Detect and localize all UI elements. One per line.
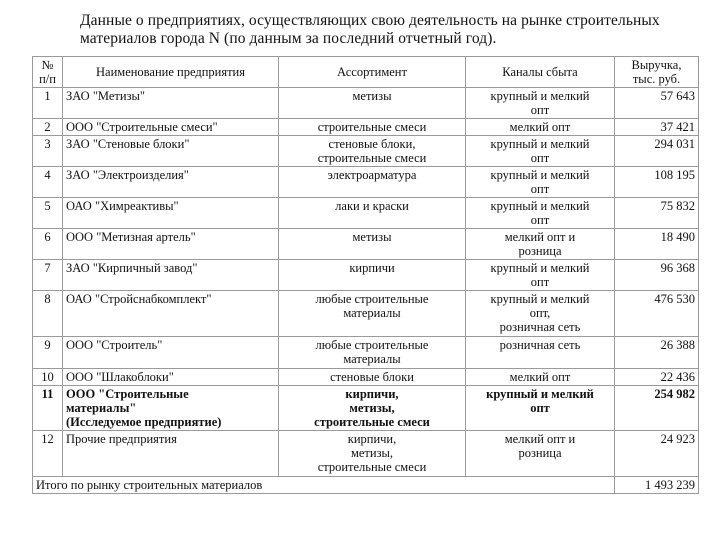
assortment — [279, 337, 466, 369]
total-row — [33, 477, 699, 494]
table-row — [33, 229, 699, 260]
sales-channels — [466, 198, 615, 229]
sales-channels-line: опт — [530, 213, 550, 227]
table-row — [33, 386, 699, 431]
revenue: 26 388 — [615, 337, 699, 369]
sales-channels-line: мелкий опт — [509, 120, 571, 134]
sales-channels — [466, 291, 615, 337]
assortment-line: строительные смеси — [317, 120, 427, 134]
sales-channels — [466, 229, 615, 260]
table-row — [33, 88, 699, 119]
sales-channels — [466, 386, 615, 431]
assortment-line: лаки и краски — [335, 199, 409, 213]
assortment-line: метизы — [352, 89, 392, 103]
assortment — [279, 229, 466, 260]
row-number: 12 — [33, 431, 63, 477]
sales-channels — [466, 88, 615, 119]
enterprise-name — [63, 88, 279, 119]
table-row — [33, 136, 699, 167]
revenue: 18 490 — [615, 229, 699, 260]
sales-channels-line: розница — [518, 244, 562, 258]
table-header-row — [33, 57, 699, 88]
revenue: 294 031 — [615, 136, 699, 167]
revenue: 75 832 — [615, 198, 699, 229]
enterprise-name-line: ООО "Строительные — [66, 387, 189, 401]
revenue: 22 436 — [615, 369, 699, 386]
sales-channels — [466, 260, 615, 291]
title-line-1: Данные о предприятиях, осуществляющих свою деятельность на рынке строительных — [80, 12, 660, 29]
header-revenue — [615, 57, 699, 88]
enterprise-name — [63, 198, 279, 229]
sales-channels-line: крупный и мелкий — [490, 261, 590, 275]
revenue: 24 923 — [615, 431, 699, 477]
enterprise-name-line: ЗАО "Стеновые блоки" — [66, 137, 190, 151]
assortment-line: стеновые блоки — [330, 370, 414, 384]
enterprise-name-line: ООО "Строительные смеси" — [66, 120, 218, 134]
assortment-line: метизы, — [349, 401, 395, 415]
revenue: 96 368 — [615, 260, 699, 291]
sales-channels-line: розничная сеть — [499, 320, 581, 334]
assortment-line: кирпичи — [349, 261, 395, 275]
table-row — [33, 369, 699, 386]
sales-channels-line: опт — [530, 151, 550, 165]
enterprise-name-line: ЗАО "Электроизделия" — [66, 168, 189, 182]
row-number: 1 — [33, 88, 63, 119]
assortment — [279, 369, 466, 386]
enterprise-name-line: материалы" — [66, 401, 137, 415]
sales-channels-line: крупный и мелкий — [490, 199, 590, 213]
title-line-2: материалов города N (по данным за последний отчетный год). — [80, 30, 497, 47]
sales-channels — [466, 119, 615, 136]
enterprise-name-line: ОАО "Химреактивы" — [66, 199, 179, 213]
assortment-line: строительные смеси — [314, 415, 430, 429]
row-number: 2 — [33, 119, 63, 136]
sales-channels-line: опт — [530, 182, 550, 196]
sales-channels-line: крупный и мелкий — [490, 89, 590, 103]
assortment-line: материалы — [343, 352, 401, 366]
row-number: 8 — [33, 291, 63, 337]
enterprise-name-line: ООО "Метизная артель" — [66, 230, 196, 244]
sales-channels-line: мелкий опт — [509, 370, 571, 384]
assortment-line: стеновые блоки, — [328, 137, 416, 151]
sales-channels-line: крупный и мелкий — [490, 137, 590, 151]
table-row — [33, 167, 699, 198]
assortment — [279, 431, 466, 477]
table-row — [33, 260, 699, 291]
header-revenue-line-2: тыс. руб. — [632, 72, 681, 86]
enterprise-name — [63, 167, 279, 198]
sales-channels — [466, 431, 615, 477]
enterprise-name — [63, 431, 279, 477]
header-channels: Каналы сбыта — [466, 57, 615, 88]
enterprises-table — [32, 56, 699, 494]
enterprise-name-line: ЗАО "Кирпичный завод" — [66, 261, 198, 275]
assortment — [279, 198, 466, 229]
assortment-line: метизы — [352, 230, 392, 244]
sales-channels-line: опт — [530, 401, 550, 415]
enterprise-name — [63, 369, 279, 386]
table-row — [33, 291, 699, 337]
row-number: 6 — [33, 229, 63, 260]
revenue: 108 195 — [615, 167, 699, 198]
enterprise-name — [63, 136, 279, 167]
revenue: 476 530 — [615, 291, 699, 337]
assortment — [279, 291, 466, 337]
assortment — [279, 136, 466, 167]
table-row — [33, 431, 699, 477]
table-row — [33, 198, 699, 229]
row-number: 7 — [33, 260, 63, 291]
sales-channels — [466, 136, 615, 167]
assortment-line: любые строительные — [315, 292, 429, 306]
enterprise-name — [63, 229, 279, 260]
header-name: Наименование предприятия — [63, 57, 279, 88]
header-assortment: Ассортимент — [279, 57, 466, 88]
sales-channels-line: розничная сеть — [499, 338, 581, 352]
enterprise-name-line: ЗАО "Метизы" — [66, 89, 146, 103]
row-number: 10 — [33, 369, 63, 386]
enterprise-name — [63, 260, 279, 291]
revenue: 37 421 — [615, 119, 699, 136]
header-revenue-line-1: Выручка, — [631, 58, 682, 72]
enterprise-name — [63, 337, 279, 369]
sales-channels-line: мелкий опт и — [504, 230, 576, 244]
enterprise-name-line: Прочие предприятия — [66, 432, 177, 446]
sales-channels-line: крупный и мелкий — [486, 387, 594, 401]
assortment-line: метизы, — [350, 446, 394, 460]
sales-channels-line: опт — [530, 103, 550, 117]
assortment — [279, 167, 466, 198]
row-number: 3 — [33, 136, 63, 167]
row-number: 11 — [33, 386, 63, 431]
sales-channels-line: опт, — [529, 306, 551, 320]
assortment — [279, 386, 466, 431]
assortment-line: кирпичи, — [345, 387, 399, 401]
document-title — [80, 12, 700, 48]
enterprise-name — [63, 119, 279, 136]
assortment-line: электроарматура — [327, 168, 417, 182]
enterprise-name-line: ОАО "Стройснабкомплект" — [66, 292, 212, 306]
assortment — [279, 88, 466, 119]
table-body — [33, 88, 699, 477]
assortment-line: материалы — [343, 306, 401, 320]
assortment — [279, 260, 466, 291]
revenue: 254 982 — [615, 386, 699, 431]
sales-channels-line: розница — [518, 446, 562, 460]
revenue: 57 643 — [615, 88, 699, 119]
assortment-line: любые строительные — [315, 338, 429, 352]
assortment-line: строительные смеси — [317, 151, 427, 165]
table-row — [33, 337, 699, 369]
enterprise-name-line: ООО "Строитель" — [66, 338, 163, 352]
sales-channels-line: крупный и мелкий — [490, 292, 590, 306]
header-number — [33, 57, 63, 88]
assortment-line: строительные смеси — [317, 460, 427, 474]
header-number-line-1: № — [41, 58, 54, 72]
sales-channels-line: опт — [530, 275, 550, 289]
sales-channels — [466, 337, 615, 369]
header-number-line-2: п/п — [39, 72, 56, 86]
row-number: 4 — [33, 167, 63, 198]
sales-channels-line: крупный и мелкий — [490, 168, 590, 182]
enterprise-name — [63, 386, 279, 431]
total-revenue: 1 493 239 — [615, 477, 699, 494]
total-label: Итого по рынку строительных материалов — [33, 477, 615, 494]
enterprise-name — [63, 291, 279, 337]
enterprise-name-line: (Исследуемое предприятие) — [66, 415, 222, 429]
table-row — [33, 119, 699, 136]
assortment — [279, 119, 466, 136]
enterprise-name-line: ООО "Шлакоблоки" — [66, 370, 174, 384]
row-number: 9 — [33, 337, 63, 369]
row-number: 5 — [33, 198, 63, 229]
sales-channels — [466, 167, 615, 198]
sales-channels-line: мелкий опт и — [504, 432, 576, 446]
sales-channels — [466, 369, 615, 386]
assortment-line: кирпичи, — [347, 432, 397, 446]
